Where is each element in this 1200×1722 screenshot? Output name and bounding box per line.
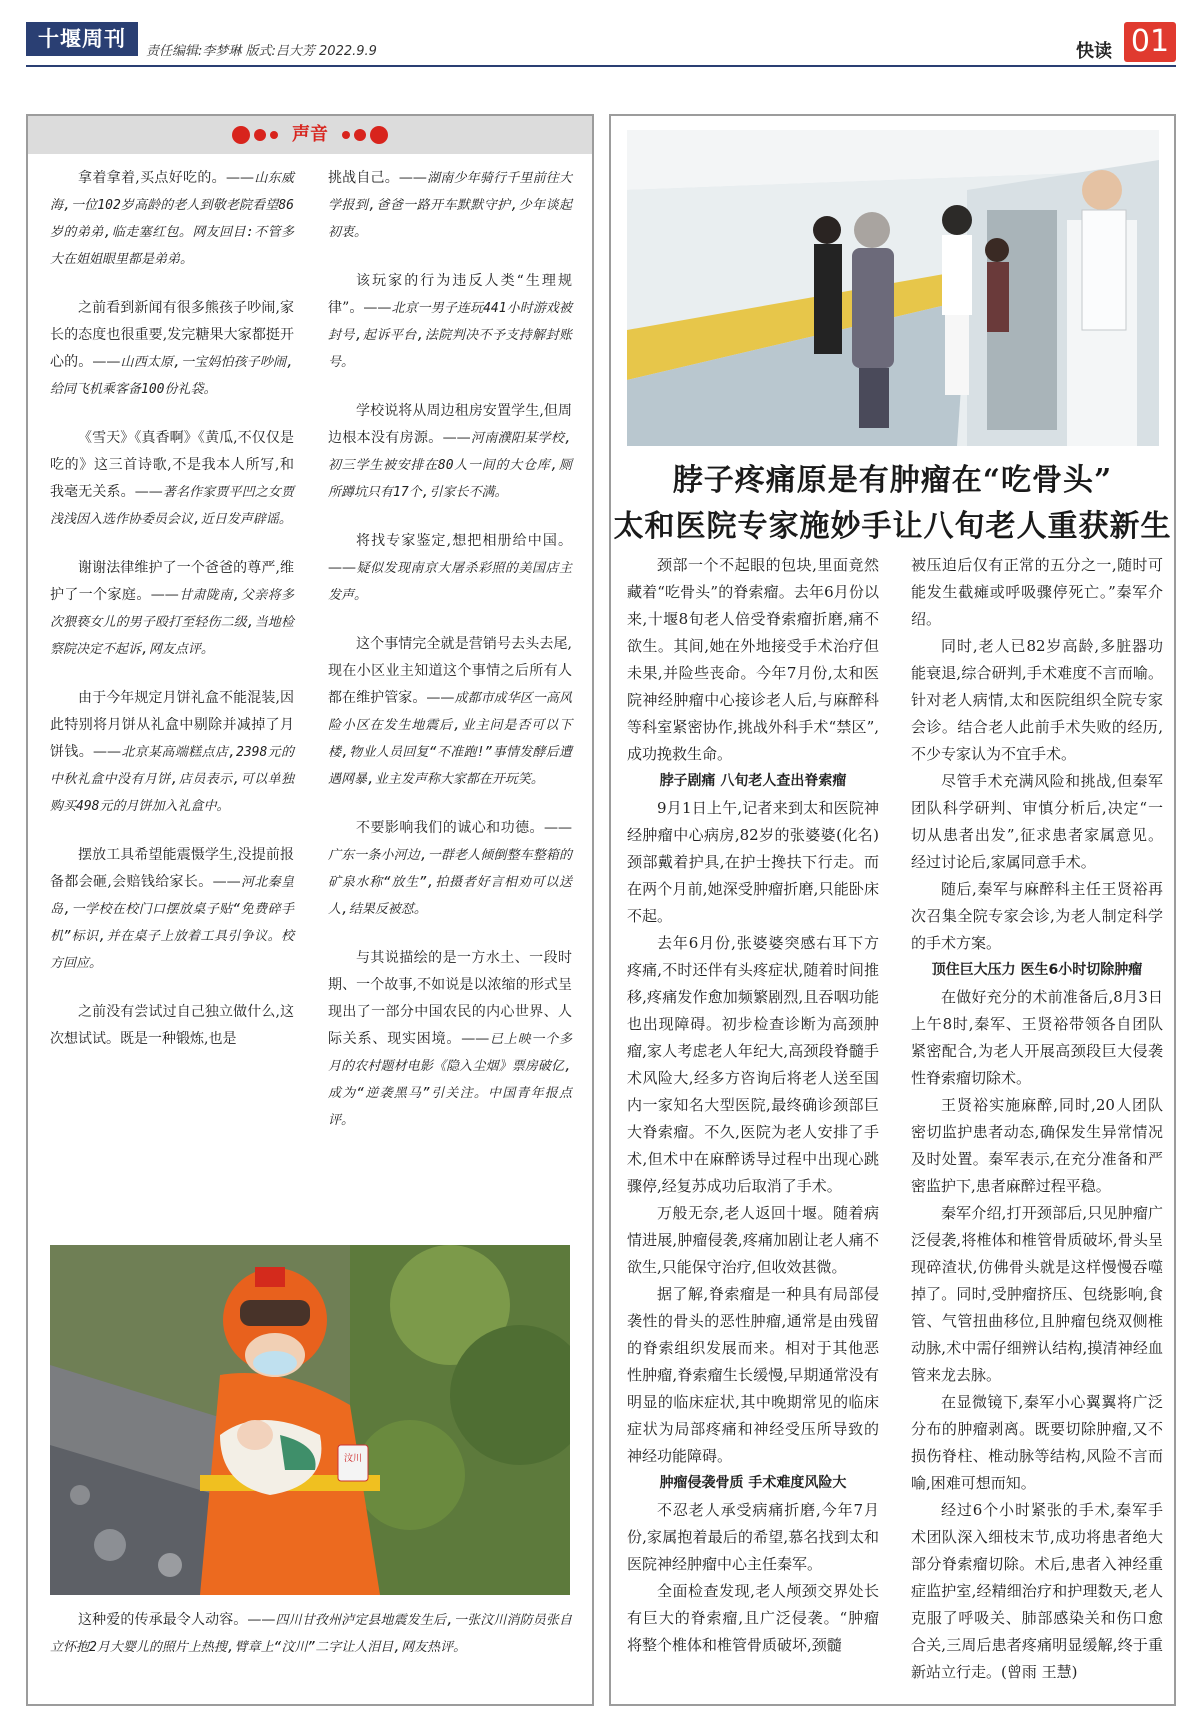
voices-title: 声音 (292, 124, 328, 145)
article-paragraph: 在做好充分的术前准备后,8月3日上午8时,秦军、王贤裕带领各自团队紧密配合,为老人开展高颈段巨大侵袭性脊索瘤切除术。 (911, 988, 1163, 1087)
editor-credits: 责任编辑:李梦琳 版式:吕大芳 2022.9.9 (146, 44, 377, 59)
article-paragraph: 经过6个小时紧张的手术,秦军手术团队深入细枝末节,成功将患者绝大部分脊索瘤切除。术后,患者入神经重症监护室,经精细治疗和护理数天,老人克服了呼吸关、肺部感染关和伤口愈合关,三周后患者疼痛明显缓解,终于重新站立行走。(曾雨 王慧) (911, 1501, 1163, 1681)
article-column-2 (911, 552, 1163, 1686)
quote-item: 拿着拿着,买点好吃的。——山东威海,一位102岁高龄的老人到敬老院看望86岁的弟弟,临走塞红包。网友回目:不管多大在姐姐眼里都是弟弟。 (50, 170, 294, 267)
dot-icon (354, 129, 366, 141)
quote-item: 谢谢法律维护了一个爸爸的尊严,维护了一个家庭。——甘肃陇南,父亲将多次猥亵女儿的男子殴打至轻伤二级,当地检察院决定不起诉,网友点评。 (50, 560, 295, 657)
quote-item: 将找专家鉴定,想把相册给中国。——疑似发现南京大屠杀彩照的美国店主发声。 (328, 533, 572, 603)
article-paragraph: 在显微镜下,秦军小心翼翼将广泛分布的肿瘤剥离。既要切除肿瘤,又不损伤脊柱、椎动脉等结构,风险不言而喻,困难可想而知。 (911, 1393, 1163, 1492)
quote-item: 与其说描绘的是一方水土、一段时期、一个故事,不如说是以浓缩的形式呈现出了一部分中国农民的内心世界、人际关系、现实困境。——已上映一个多月的农村题材电影《隐入尘烟》票房破亿,成为“逆袭黑马”引关注。中国青年报点评。 (328, 950, 572, 1128)
hospital-corridor-image (627, 130, 1159, 446)
photo-caption: 这种爱的传承最令人动容。——四川甘孜州泸定县地震发生后,一张汶川消防员张自立怀抱2月大婴儿的照片上热搜,臂章上“汶川”二字让人泪目,网友热评。 (50, 1612, 573, 1655)
headline-line-2: 太和医院专家施妙手让八旬老人重获新生 (613, 509, 1172, 544)
article-column-1 (627, 552, 879, 1659)
quote-item: 这个事情完全就是营销号去头去尾,现在小区业主知道这个事情之后所有人都在维护管家。——成都市成华区一高风险小区在发生地震后,业主问是否可以下楼,物业人员回复“不准跑!”事情发酵后遭遇网暴,业主发声称大家都在开玩笑。 (328, 636, 572, 787)
quote-item: 《雪天》《真香啊》《黄瓜,不仅仅是吃的》这三首诗歌,不是我本人所写,和我毫无关系。——著名作家贾平凹之女贾浅浅因入选作协委员会议,近日发声辟谣。 (50, 430, 294, 527)
quote-item: 摆放工具希望能震慑学生,没提前报备都会砸,会赔钱给家长。——河北秦皇岛,一学校在校门口摆放桌子贴“免费碎手机”标识,并在桌子上放着工具引争议。校方回应。 (50, 847, 294, 971)
dot-icon (342, 131, 350, 139)
article-paragraph: 随后,秦军与麻醉科主任王贤裕再次召集全院专家会诊,为老人制定科学的手术方案。 (911, 880, 1163, 952)
newspaper-brand: 十堰周刊 (26, 22, 138, 56)
armband-text: 汶川 (343, 1454, 363, 1464)
quote-item: 挑战自己。——湖南少年骑行千里前往大学报到,爸爸一路开车默默守护,少年谈起初衷。 (328, 170, 572, 240)
quote-item: 由于今年规定月饼礼盒不能混装,因此特别将月饼从礼盒中剔除并减掉了月饼钱。——北京某高端糕点店,2398元的中秋礼盒中没有月饼,店员表示,可以单独购买498元的月饼加入礼盒中。 (50, 690, 294, 814)
article-paragraph: 同时,老人已82岁高龄,多脏器功能衰退,综合研判,手术难度不言而喻。针对老人病情,太和医院组织全院专家会诊。结合老人此前手术失败的经历,不少专家认为不宜手术。 (911, 637, 1163, 763)
article-paragraph: 万般无奈,老人返回十堰。随着病情进展,肿瘤侵袭,疼痛加剧让老人痛不欲生,只能保守治疗,但收效甚微。 (627, 1204, 879, 1276)
masthead-rule (26, 65, 1176, 67)
firefighter-baby-image (50, 1245, 570, 1595)
article-paragraph: 9月1日上午,记者来到太和医院神经肿瘤中心病房,82岁的张婆婆(化名)颈部戴着护具,在护士搀扶下行走。而在两个月前,她深受肿瘤折磨,只能卧床不起。 (627, 799, 879, 925)
headline-line-1: 脖子疼痛原是有肿瘤在“吃骨头” (672, 463, 1113, 498)
dot-icon (254, 129, 266, 141)
page-number: 01 (1124, 22, 1176, 62)
article-paragraph: 去年6月份,张婆婆突感右耳下方疼痛,不时还伴有头疼症状,随着时间推移,疼痛发作愈加频繁剧烈,且吞咽功能也出现障碍。初步检查诊断为高颈肿瘤,家人考虑老人年纪大,高颈段脊髓手术风险大,经多方咨询后将老人送至国内一家知名大型医院,最终确诊颈部巨大脊索瘤。不久,医院为老人安排了手术,但术中在麻醉诱导过程中出现心跳骤停,经复苏成功后取消了手术。 (627, 934, 879, 1195)
article-subhead: 脖子剧痛 八旬老人查出脊索瘤 (659, 773, 847, 789)
article-paragraph: 全面检查发现,老人颅颈交界处长有巨大的脊索瘤,且广泛侵袭。“肿瘤将整个椎体和椎管骨质破坏,颈髓 (627, 1582, 879, 1654)
article-paragraph: 颈部一个不起眼的包块,里面竟然藏着“吃骨头”的脊索瘤。去年6月份以来,十堰8旬老人倍受脊索瘤折磨,痛不欲生。其间,她在外地接受手术治疗但未果,并险些丧命。今年7月份,太和医院神经肿瘤中心接诊老人后,与麻醉科等科室紧密协作,挑战外科手术“禁区”,成功挽救生命。 (627, 556, 879, 763)
article-headline (612, 458, 1173, 550)
section-name: 快读 (1076, 41, 1112, 62)
article-paragraph: 尽管手术充满风险和挑战,但秦军团队科学研判、审慎分析后,决定“一切从患者出发”,征求患者家属意见。经过讨论后,家属同意手术。 (911, 772, 1163, 871)
article-subhead: 顶住巨大压力 医生6小时切除肿瘤 (931, 962, 1143, 978)
article-paragraph: 王贤裕实施麻醉,同时,20人团队密切监护患者动态,确保发生异常情况及时处置。秦军表示,在充分准备和严密监护下,患者麻醉过程平稳。 (911, 1096, 1163, 1195)
quote-item: 不要影响我们的诚心和功德。——广东一条小河边,一群老人倾倒整车整箱的矿泉水称“放生”,拍摄者好言相劝可以送人,结果反被怼。 (328, 820, 572, 917)
dot-icon (370, 126, 388, 144)
dot-icon (232, 126, 250, 144)
quote-item: 之前没有尝试过自己独立做什么,这次想试试。既是一种锻炼,也是 (50, 1004, 294, 1047)
article-paragraph: 不忍老人承受病痛折磨,今年7月份,家属抱着最后的希望,慕名找到太和医院神经肿瘤中心主任秦军。 (627, 1501, 879, 1573)
hospital-photo (627, 130, 1159, 446)
voices-header (28, 116, 592, 154)
article-subhead: 肿瘤侵袭骨质 手术难度风险大 (659, 1475, 847, 1491)
voices-column-b (328, 165, 572, 1134)
dot-icon (270, 131, 278, 139)
quote-item: 学校说将从周边租房安置学生,但周边根本没有房源。——河南濮阳某学校,初三学生被安排在80人一间的大仓库,厕所蹲坑只有17个,引家长不满。 (328, 403, 573, 500)
article-paragraph: 秦军介绍,打开颈部后,只见肿瘤广泛侵袭,将椎体和椎管骨质破坏,骨头呈现碎渣状,仿佛骨头就是这样慢慢吞噬掉了。同时,受肿瘤挤压、包绕影响,食管、气管扭曲移位,且肿瘤包绕双侧椎动脉,术中需仔细辨认结构,摸清神经血管来龙去脉。 (911, 1204, 1163, 1384)
quote-item: 该玩家的行为违反人类“生理规律”。——北京一男子连玩441小时游戏被封号,起诉平台,法院判决不予支持解封账号。 (328, 273, 572, 370)
article-paragraph: 被压迫后仅有正常的五分之一,随时可能发生截瘫或呼吸骤停死亡。”秦军介绍。 (911, 556, 1163, 628)
voices-column-a (50, 165, 294, 1053)
quote-item: 之前看到新闻有很多熊孩子吵闹,家长的态度也很重要,发完糖果大家都挺开心的。——山西太原,一宝妈怕孩子吵闹,给同飞机乘客备100份礼袋。 (50, 300, 295, 397)
firefighter-baby-photo (50, 1245, 570, 1595)
article-paragraph: 据了解,脊索瘤是一种具有局部侵袭性的骨头的恶性肿瘤,通常是由残留的脊索组织发展而来。相对于其他恶性肿瘤,脊索瘤生长缓慢,早期通常没有明显的临床症状,其中晚期常见的临床症状为局部疼痛和神经受压所导致的神经功能障碍。 (627, 1285, 879, 1465)
